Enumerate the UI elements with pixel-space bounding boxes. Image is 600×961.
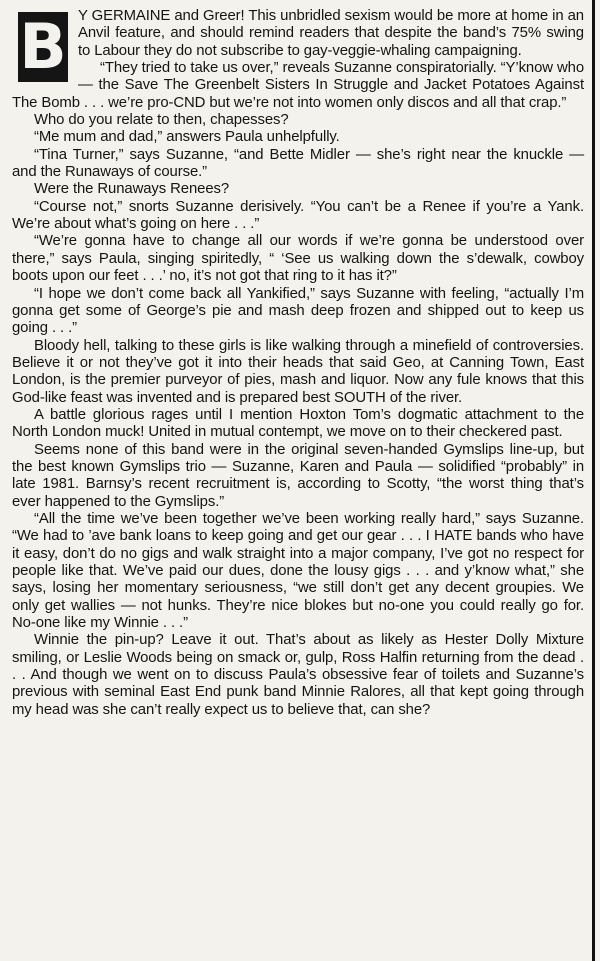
- paragraph-5: “Tina Turner,” says Suzanne, “and Bette Midler — she’s right near the knuckle — and the Runaways of course.”: [12, 146, 584, 181]
- paragraph-1: Y GERMAINE and Greer! This unbridled sexism would be more at home in an Anvil feature, and should remind readers that despite the band’s 75% swing to Labour they do not subscribe to gay-veggie-whaling campaigning.: [78, 8, 584, 59]
- paragraph-11: A battle glorious rages until I mention Hoxton Tom’s dogmatic attachment to the North London muck! United in mutual contempt, we move on to their checkered past.: [12, 406, 584, 441]
- paragraph-13: “All the time we’ve been together we’ve been working really hard,” says Suzanne. “We had to ’ave bank loans to keep going and get our gear . . . I HATE bands who have it easy, don’t do no gigs and walk straight into a major company, I’ve got no respect for people like that. We’ve paid our dues, done the lousy gigs . . . and y’know what,” she says, losing her momentary seriousness, “we still don’t get any decent groupies. We only get wallies — not hunks. They’re nice blokes but no-one you could really go for. No-one like my Winnie . . .”: [12, 510, 584, 632]
- paragraph-7: “Course not,” snorts Suzanne derisively. “You can’t be a Renee if you’re a Yank. We’re about what’s going on here . . .”: [12, 198, 584, 233]
- paragraph-4: “Me mum and dad,” answers Paula unhelpfully.: [34, 129, 340, 146]
- drop-cap: B: [19, 10, 67, 83]
- paragraph-14: Winnie the pin-up? Leave it out. That’s about as likely as Hester Dolly Mixture smiling, or Leslie Woods being on smack or, gulp, Ross Halfin returning from the dead . . . And though we went on to discuss Paula’s obsessive fear of toilets and Suzanne’s previous with seminal East End punk band Minnie Ralores, all that kept going through my head was she can’t really expect us to believe that, can she?: [12, 632, 584, 718]
- article-body: [12, 8, 584, 719]
- paragraph-9: “I hope we don’t come back all Yankified,” says Suzanne with feeling, “actually I’m gonna get some of George’s pie and mash deep frozen and shipped out to keep us going . . .”: [12, 285, 584, 337]
- paragraph-3: Who do you relate to then, chapesses?: [34, 112, 289, 129]
- paragraph-6: Were the Runaways Renees?: [34, 181, 230, 198]
- column-rule: [592, 0, 595, 961]
- paragraph-2: “They tried to take us over,” reveals Suzanne conspiratorially. “Y’know who — the Save The Greenbelt Sisters In Struggle and Jacket Potatoes Against The Bomb . . . we’re pro-CND but we’re not into women only discos and all that crap.”: [12, 60, 584, 111]
- paragraph-12: Seems none of this band were in the original seven-handed Gymslips line-up, but the best known Gymslips trio — Suzanne, Karen and Paula — solidified “probably” in late 1981. Barnsy’s recent recruitment is, according to Scotty, “the worst thing that’s ever happened to the Gymslips.”: [12, 441, 584, 510]
- paragraph-10: Bloody hell, talking to these girls is like walking through a minefield of controversies. Believe it or not they’ve got it into their heads that said Geo, at Canning Town, East London, is the premier purveyor of pies, mash and liquor. Now any fule knows that this God-like feast was invented and is prepared best SOUTH of the river.: [12, 337, 584, 406]
- paragraph-8: “We’re gonna have to change all our words if we’re gonna be understood over there,” says Paula, singing spiritedly, “ ‘See us walking down the s’dewalk, cowboy boots upon our feet . . .’ no, it’s not got that ring to it has it?”: [12, 233, 584, 285]
